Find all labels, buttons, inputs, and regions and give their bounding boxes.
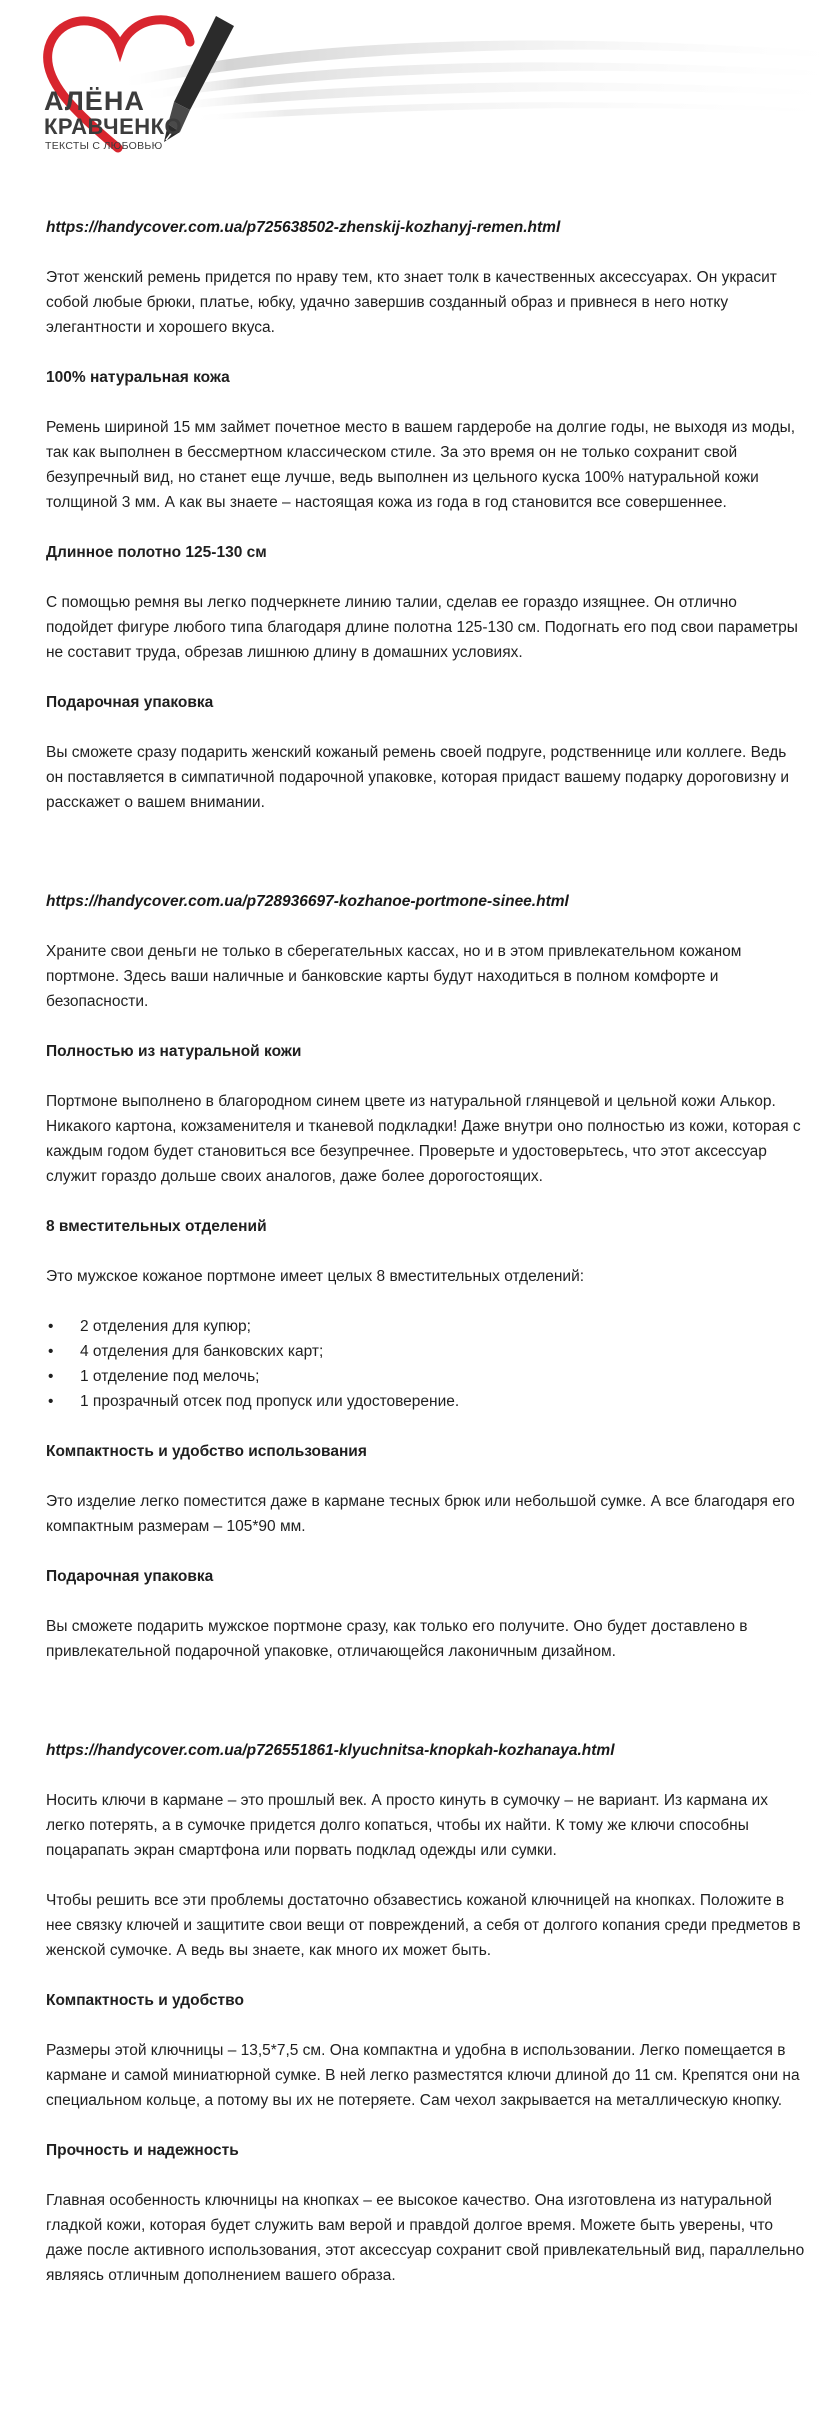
- section-heading: Подарочная упаковка: [46, 1568, 214, 1585]
- logo-name: АЛЁНА: [44, 86, 145, 116]
- logo-tagline: ТЕКСТЫ С ЛЮБОВЬЮ: [45, 140, 163, 152]
- paragraph: Этот женский ремень придется по нраву тем, кто знает толк в качественных аксессуарах. Он украсит собой любые брюки, платье, юбку, удачно завершив созданный образ и привнеся в него нотку элегантности и хорошего вкуса.: [46, 269, 777, 336]
- paragraph: Это изделие легко поместится даже в кармане тесных брюк или небольшой сумке. А все благодаря его компактным размерам – 105*90 мм.: [46, 1493, 795, 1535]
- paragraph: Размеры этой ключницы – 13,5*7,5 см. Она компактна и удобна в использовании. Легко помещается в кармане и самой миниатюрной сумке. В ней легко разместятся ключи длиной до 11 см. Крепятся они на специальном кольце, а потому вы их не потеряете. Сам чехол закрывается на металлическую кнопку.: [46, 2042, 800, 2109]
- section-heading: 8 вместительных отделений: [46, 1218, 267, 1235]
- section-heading: 100% натуральная кожа: [46, 369, 230, 386]
- paragraph: Вы сможете подарить мужское портмоне сразу, как только его получите. Оно будет доставлено в привлекательной подарочной упаковке, отличающейся лаконичным дизайном.: [46, 1618, 748, 1660]
- list-item: [46, 1314, 806, 1339]
- paragraph: Главная особенность ключницы на кнопках – ее высокое качество. Она изготовлена из натуральной гладкой кожи, которая будет служить вам верой и правдой долгое время. Можете быть уверены, что даже после активного использования, этот аксессуар сохранит свой привлекательный вид, параллельно являясь отличным дополнением вашего образа.: [46, 2192, 805, 2284]
- paragraph: Храните свои деньги не только в сберегательных кассах, но и в этом привлекательном кожаном портмоне. Здесь ваши наличные и банковские карты будут находиться в полном комфорте и безопасности.: [46, 943, 742, 1010]
- article-body: [46, 215, 806, 2362]
- product-url: https://handycover.com.ua/p728936697-kozhanoe-portmone-sinee.html: [46, 893, 569, 910]
- paragraph: Вы сможете сразу подарить женский кожаный ремень своей подруге, родственнице или коллеге. Ведь он поставляется в симпатичной подарочной упаковке, которая придаст вашему подарку дороговизну и расскажет о вашем внимании.: [46, 744, 789, 811]
- bullet-icon: •: [48, 1393, 54, 1410]
- article-section: [46, 889, 806, 1664]
- list-item: [46, 1339, 806, 1364]
- paragraph: Портмоне выполнено в благородном синем цвете из натуральной глянцевой и цельной кожи Алькор. Никакого картона, кожзаменителя и тканевой подкладки! Даже внутри оно полностью из кожи, которая с каждым годом будет становиться все безупречнее. Проверьте и удостоверьтесь, что этот аксессуар служит гораздо дольше своих аналогов, даже более дорогостоящих.: [46, 1093, 801, 1185]
- section-heading: Полностью из натуральной кожи: [46, 1043, 302, 1060]
- feature-list: [46, 1314, 806, 1414]
- paragraph: Ремень шириной 15 мм займет почетное место в вашем гардеробе на долгие годы, не выходя из моды, так как выполнен в бессмертном классическом стиле. За это время он не только сохранит свой безупречный вид, но станет еще лучше, ведь выполнен из цельного куска 100% натуральной кожи толщиной 3 мм. А как вы знаете – настоящая кожа из года в год становится все совершеннее.: [46, 419, 796, 511]
- bullet-icon: •: [48, 1318, 54, 1335]
- article-section: [46, 215, 806, 815]
- paragraph: Носить ключи в кармане – это прошлый век. А просто кинуть в сумочку – не вариант. Из кармана их легко потерять, а в сумочке придется долго копаться, чтобы их найти. К тому же ключи способны поцарапать экран смартфона или порвать подклад одежды или сумки.: [46, 1792, 768, 1859]
- list-item-text: 1 отделение под мелочь;: [80, 1368, 260, 1385]
- list-item: [46, 1389, 806, 1414]
- list-item-text: 2 отделения для купюр;: [80, 1318, 251, 1335]
- section-heading: Подарочная упаковка: [46, 694, 214, 711]
- paragraph: Чтобы решить все эти проблемы достаточно обзавестись кожаной ключницей на кнопках. Положите в нее связку ключей и защитите свои вещи от повреждений, а себя от долгого копания среди предметов в женской сумочке. А ведь вы знаете, как много их может быть.: [46, 1892, 801, 1959]
- bullet-icon: •: [48, 1368, 54, 1385]
- product-url: https://handycover.com.ua/p725638502-zhenskij-kozhanyj-remen.html: [46, 219, 561, 236]
- paragraph: Это мужское кожаное портмоне имеет целых 8 вместительных отделений:: [46, 1268, 585, 1285]
- section-heading: Компактность и удобство использования: [46, 1443, 367, 1460]
- section-heading: Прочность и надежность: [46, 2142, 239, 2159]
- logo-surname: КРАВЧЕНКО: [44, 114, 183, 139]
- section-heading: Компактность и удобство: [46, 1992, 244, 2009]
- site-header: [0, 0, 836, 170]
- bullet-icon: •: [48, 1343, 54, 1360]
- list-item-text: 1 прозрачный отсек под пропуск или удостоверение.: [80, 1393, 460, 1410]
- product-url: https://handycover.com.ua/p726551861-klyuchnitsa-knopkah-kozhanaya.html: [46, 1742, 615, 1759]
- list-item-text: 4 отделения для банковских карт;: [80, 1343, 324, 1360]
- article-section: [46, 1738, 806, 2288]
- list-item: [46, 1364, 806, 1389]
- section-heading: Длинное полотно 125-130 см: [46, 544, 267, 561]
- paragraph: С помощью ремня вы легко подчеркнете линию талии, сделав ее гораздо изящнее. Он отлично подойдет фигуре любого типа благодаря длине полотна 125-130 см. Подогнать его под свои параметры не составит труда, обрезав лишнюю длину в домашних условиях.: [46, 594, 798, 661]
